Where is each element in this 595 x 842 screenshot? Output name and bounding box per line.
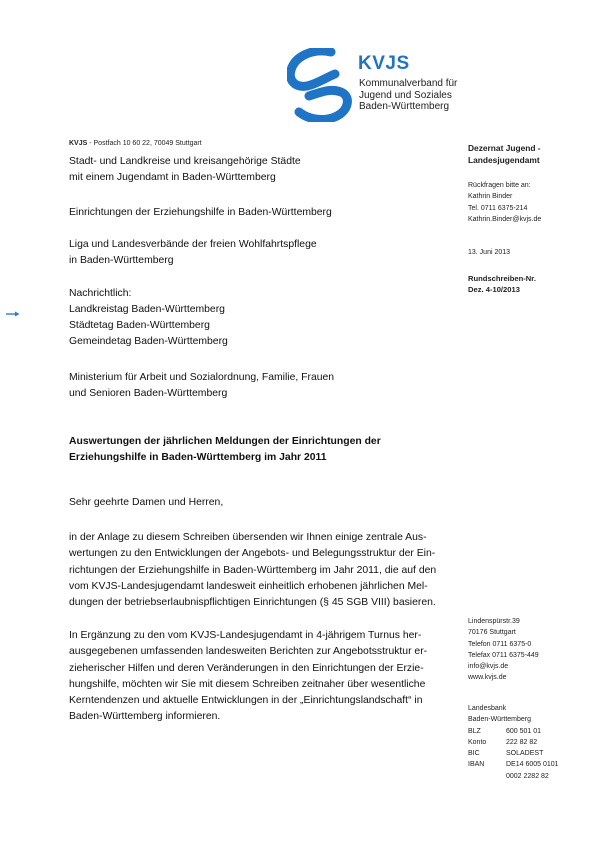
bank-row: 0002 2282 82 xyxy=(506,772,549,780)
kvjs-logo-mark xyxy=(287,48,357,122)
sidebar-bank: Landesbank Baden-Württemberg BLZ 600 501 01 Konto 222 82 82 BIC SOLADEST IBAN DE14 6005 0101 0002 2282 82 xyxy=(468,703,559,782)
bank-row: IBAN DE14 6005 0101 xyxy=(468,761,559,769)
bank-row: Konto 222 82 82 xyxy=(468,738,538,746)
sidebar-address: Lindenspürstr.39 70176 Stuttgart Telefon 0711 6375-0 Telefax 0711 6375-449 info@kvjs.de www.kvjs.de xyxy=(468,618,539,682)
sidebar-department: Dezernat Jugend - Landesjugendamt xyxy=(468,143,541,165)
sidebar-contact: Rückfragen bitte an: Kathrin Binder Tel. 0711 6375-214 Kathrin.Binder@kvjs.de xyxy=(468,182,542,223)
recipient-block-ministry: Ministerium für Arbeit und Sozialordnung, Familie, Frauen und Senioren Baden-Württemberg xyxy=(69,372,335,399)
sidebar-date: 13. Juni 2013 xyxy=(468,249,511,256)
body-paragraph-1: in der Anlage zu diesem Schreiben übersenden wir Ihnen einige zentrale Aus- wertungen zu den Entwicklungen der Angebots- und Belegungsstruktur der Ein- richtungen der Erziehungshilfe in Baden-Württemberg im Jahr 2011, die auf den vom KVJS-Landesjugendamt landesweit einheitlich erhobenen jährlichen Mel- dungen der betriebserlaubnispflichtigen Einrichtungen (§ 45 SGB VIII) basieren. xyxy=(69,532,437,609)
salutation: Sehr geehrte Damen und Herren, xyxy=(69,497,224,508)
bank-row: BIC SOLADEST xyxy=(468,750,544,758)
sidebar-circular-number: Rundschreiben-Nr. Dez. 4-10/2013 xyxy=(468,274,536,295)
bank-row: BLZ 600 501 01 xyxy=(468,727,542,735)
logo-wordmark: KVJS xyxy=(358,53,410,74)
recipient-block-3: Liga und Landesverbände der freien Wohlfahrtspflege in Baden-Württemberg xyxy=(69,239,317,266)
recipient-block-cc: Nachrichtlich: Landkreistag Baden-Württemberg Städtetag Baden-Württemberg Gemeindetag Baden-Württemberg xyxy=(69,288,228,347)
recipient-block-1: Stadt- und Landkreise und kreisangehörige Städte mit einem Jugendamt in Baden-Württemberg xyxy=(69,156,301,183)
sender-line: KVJS - Postfach 10 60 22, 70049 Stuttgart xyxy=(69,140,202,147)
fold-mark-arrow-icon xyxy=(6,311,20,317)
recipient-block-2: Einrichtungen der Erziehungshilfe in Baden-Württemberg xyxy=(69,207,332,218)
body-paragraph-2: In Ergänzung zu den vom KVJS-Landesjugendamt in 4-jährigem Turnus her- ausgegebenen umfassenden landesweiten Berichten zur Angebotsstruktur er- zieherischer Hilfen und deren Veränderungen in den Einrichtungen der Erzie- hungshilfe, möchten wir Sie mit diesem Schreiben zeitnaher über wesentliche Kerntendenzen und aktuelle Entwicklungen in der „Einrichtungslandschaft“ in Baden-Württemberg informieren. xyxy=(69,630,428,723)
logo-subtitle: Kommunalverband für Jugend und Soziales Baden-Württemberg xyxy=(359,78,458,112)
letter-subject: Auswertungen der jährlichen Meldungen der Einrichtungen der Erziehungshilfe in Baden-Württemberg im Jahr 2011 xyxy=(69,436,381,463)
